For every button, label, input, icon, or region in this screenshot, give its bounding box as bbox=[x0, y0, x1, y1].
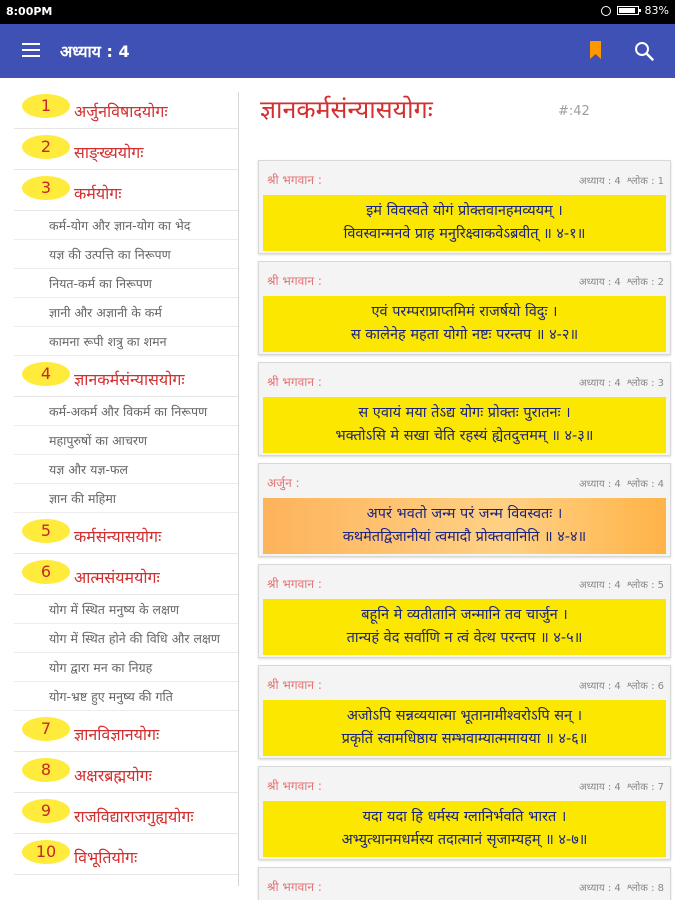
chapter-number-badge: 3 bbox=[22, 176, 70, 200]
verse-text-box bbox=[263, 700, 666, 756]
verse-card[interactable] bbox=[258, 766, 671, 860]
verse-meta bbox=[573, 577, 664, 591]
section-item[interactable] bbox=[14, 682, 238, 711]
section-label: ज्ञानी और अज्ञानी के कर्म bbox=[49, 305, 162, 320]
chapter-name: साङ्ख्ययोगः bbox=[74, 143, 144, 162]
verse-card[interactable] bbox=[258, 261, 671, 355]
chapter-name: आत्मसंयमयोगः bbox=[74, 568, 160, 587]
section-item[interactable] bbox=[14, 327, 238, 356]
verse-card[interactable] bbox=[258, 463, 671, 557]
chapter-item[interactable] bbox=[14, 793, 238, 834]
verse-line-2: भक्तोऽसि मे सखा चेति रहस्यं ह्येतदुत्तमम् ॥ ४-३॥ bbox=[335, 428, 594, 444]
shloka-label: श्लोक : 4 bbox=[626, 479, 664, 490]
verse-speaker: श्री भगवान : bbox=[267, 779, 322, 793]
chapter-item[interactable] bbox=[14, 554, 238, 595]
verse-list bbox=[258, 160, 671, 900]
section-item[interactable] bbox=[14, 298, 238, 327]
chapter-number-badge: 5 bbox=[22, 519, 70, 543]
verse-speaker: श्री भगवान : bbox=[267, 375, 322, 389]
chapter-item[interactable] bbox=[14, 513, 238, 554]
section-item[interactable] bbox=[14, 426, 238, 455]
adhyaya-label: अध्याय : 4 bbox=[579, 883, 621, 894]
adhyaya-label: अध्याय : 4 bbox=[579, 782, 621, 793]
verse-line-2: प्रकृतिं स्वामधिष्ठाय सम्भवाम्यात्ममायया ॥ ४-६॥ bbox=[341, 731, 588, 747]
app-bar bbox=[0, 24, 675, 78]
section-label: योग में स्थित होने की विधि और लक्षण bbox=[49, 631, 220, 646]
verse-meta bbox=[573, 173, 664, 187]
chapter-name: अर्जुनविषादयोगः bbox=[74, 102, 168, 121]
verse-text-box bbox=[263, 397, 666, 453]
chapter-number-badge: 10 bbox=[22, 840, 70, 864]
verse-text-box bbox=[263, 498, 666, 554]
chapter-number-badge: 7 bbox=[22, 717, 70, 741]
shloka-label: श्लोक : 3 bbox=[626, 378, 664, 389]
chapter-name: कर्मसंन्यासयोगः bbox=[74, 527, 162, 546]
verse-line-1: एवं परम्पराप्राप्तमिमं राजर्षयो विदुः । bbox=[371, 304, 558, 320]
verse-meta bbox=[573, 880, 664, 894]
verse-line-1: बहूनि मे व्यतीतानि जन्मानि तव चार्जुन । bbox=[361, 607, 568, 623]
verse-text-box bbox=[263, 599, 666, 655]
chapter-item[interactable] bbox=[14, 129, 238, 170]
shloka-label: श्लोक : 5 bbox=[626, 580, 664, 591]
chapter-number-badge: 6 bbox=[22, 560, 70, 584]
chapter-item[interactable] bbox=[14, 711, 238, 752]
verse-line-1: इमं विवस्वते योगं प्रोक्तवानहमव्ययम् । bbox=[366, 203, 563, 219]
battery-icon bbox=[617, 6, 639, 15]
sidebar-divider bbox=[238, 92, 239, 886]
verse-card[interactable] bbox=[258, 362, 671, 456]
status-bar bbox=[0, 0, 675, 24]
verse-meta bbox=[573, 375, 664, 389]
section-label: ज्ञान की महिमा bbox=[49, 491, 117, 506]
verse-line-2: विवस्वान्मनवे प्राह मनुरिक्ष्वाकवेऽब्रवीत् ॥ ४-१॥ bbox=[343, 226, 586, 242]
section-item[interactable] bbox=[14, 484, 238, 513]
verse-line-1: स एवायं मया तेऽद्य योगः प्रोक्तः पुरातनः । bbox=[358, 405, 571, 421]
verse-line-2: कथमेतद्विजानीयां त्वमादौ प्रोक्तवानिति ॥ ४-४॥ bbox=[342, 529, 587, 545]
section-item[interactable] bbox=[14, 653, 238, 682]
verse-meta bbox=[573, 476, 664, 490]
verse-speaker: श्री भगवान : bbox=[267, 274, 322, 288]
section-label: योग-भ्रष्ट हुए मनुष्य की गति bbox=[49, 689, 173, 704]
adhyaya-label: अध्याय : 4 bbox=[579, 479, 621, 490]
section-label: यज्ञ की उत्पत्ति का निरूपण bbox=[49, 247, 171, 262]
chapter-name: ज्ञानविज्ञानयोगः bbox=[74, 725, 160, 744]
chapter-item[interactable] bbox=[14, 88, 238, 129]
verse-card[interactable] bbox=[258, 564, 671, 658]
verse-meta bbox=[573, 274, 664, 288]
status-icons bbox=[601, 4, 669, 17]
battery-level: 83% bbox=[644, 4, 669, 17]
section-label: योग में स्थित मनुष्य के लक्षण bbox=[49, 602, 180, 617]
shloka-label: श्लोक : 7 bbox=[626, 782, 664, 793]
section-label: कर्म-अकर्म और विकर्म का निरूपण bbox=[49, 404, 208, 419]
shloka-label: श्लोक : 8 bbox=[626, 883, 664, 894]
chapter-item[interactable] bbox=[14, 834, 238, 875]
chapter-name: कर्मयोगः bbox=[74, 184, 122, 203]
adhyaya-label: अध्याय : 4 bbox=[579, 277, 621, 288]
shloka-label: श्लोक : 1 bbox=[626, 176, 664, 187]
bookmark-icon[interactable] bbox=[590, 41, 601, 59]
section-label: योग द्वारा मन का निग्रह bbox=[49, 660, 153, 675]
adhyaya-label: अध्याय : 4 bbox=[579, 378, 621, 389]
verse-speaker: श्री भगवान : bbox=[267, 173, 322, 187]
section-label: नियत-कर्म का निरूपण bbox=[49, 276, 152, 291]
verse-card[interactable] bbox=[258, 665, 671, 759]
verse-panel bbox=[256, 78, 675, 900]
verse-speaker: अर्जुन : bbox=[267, 476, 300, 490]
verse-text-box bbox=[263, 296, 666, 352]
section-item[interactable] bbox=[14, 595, 238, 624]
chapter-number-badge: 9 bbox=[22, 799, 70, 823]
alarm-icon bbox=[601, 6, 611, 16]
page-title: अध्याय : 4 bbox=[60, 42, 130, 61]
verse-line-2: स कालेनेह महता योगो नष्टः परन्तप ॥ ४-२॥ bbox=[350, 327, 579, 343]
verse-meta bbox=[573, 678, 664, 692]
verse-line-2: अभ्युत्थानमधर्मस्य तदात्मानं सृजाम्यहम् ॥ ४-७॥ bbox=[341, 832, 588, 848]
shloka-label: श्लोक : 2 bbox=[626, 277, 664, 288]
chapter-number-badge: 2 bbox=[22, 135, 70, 159]
verse-speaker: श्री भगवान : bbox=[267, 678, 322, 692]
verse-line-1: अजोऽपि सन्नव्ययात्मा भूतानामीश्वरोऽपि सन् । bbox=[346, 708, 583, 724]
section-label: महापुरुषों का आचरण bbox=[49, 433, 148, 448]
verse-meta bbox=[573, 779, 664, 793]
verse-line-1: यदा यदा हि धर्मस्य ग्लानिर्भवति भारत । bbox=[362, 809, 567, 825]
chapter-name: अक्षरब्रह्मयोगः bbox=[74, 766, 152, 785]
section-item[interactable] bbox=[14, 397, 238, 426]
section-label: यज्ञ और यज्ञ-फल bbox=[49, 462, 128, 477]
verse-card[interactable] bbox=[258, 160, 671, 254]
section-label: कर्म-योग और ज्ञान-योग का भेद bbox=[49, 218, 191, 233]
section-item[interactable] bbox=[14, 240, 238, 269]
verse-count: #:42 bbox=[558, 104, 590, 119]
verse-speaker: श्री भगवान : bbox=[267, 880, 322, 894]
chapter-name: विभूतियोगः bbox=[74, 848, 138, 867]
shloka-label: श्लोक : 6 bbox=[626, 681, 664, 692]
verse-text-box bbox=[263, 195, 666, 251]
search-icon[interactable] bbox=[634, 41, 654, 61]
adhyaya-label: अध्याय : 4 bbox=[579, 681, 621, 692]
chapter-name: ज्ञानकर्मसंन्यासयोगः bbox=[74, 370, 185, 389]
verse-card[interactable] bbox=[258, 867, 671, 900]
status-time: 8:00PM bbox=[6, 5, 53, 18]
chapter-item[interactable] bbox=[14, 356, 238, 397]
chapter-sidebar bbox=[14, 88, 238, 900]
chapter-number-badge: 4 bbox=[22, 362, 70, 386]
section-item[interactable] bbox=[14, 455, 238, 484]
verse-line-1: अपरं भवतो जन्म परं जन्म विवस्वतः । bbox=[366, 506, 563, 522]
verse-line-2: तान्यहं वेद सर्वाणि न त्वं वेत्थ परन्तप ॥ ४-५॥ bbox=[346, 630, 583, 646]
chapter-name: राजविद्याराजगुह्ययोगः bbox=[74, 807, 194, 826]
section-item[interactable] bbox=[14, 211, 238, 240]
section-item[interactable] bbox=[14, 624, 238, 653]
adhyaya-label: अध्याय : 4 bbox=[579, 176, 621, 187]
chapter-item[interactable] bbox=[14, 170, 238, 211]
chapter-title: ज्ञानकर्मसंन्यासयोगः bbox=[260, 95, 433, 124]
chapter-number-badge: 1 bbox=[22, 94, 70, 118]
section-item[interactable] bbox=[14, 269, 238, 298]
adhyaya-label: अध्याय : 4 bbox=[579, 580, 621, 591]
section-label: कामना रूपी शत्रु का शमन bbox=[49, 334, 167, 349]
chapter-number-badge: 8 bbox=[22, 758, 70, 782]
menu-icon[interactable] bbox=[22, 43, 40, 57]
chapter-item[interactable] bbox=[14, 752, 238, 793]
verse-text-box bbox=[263, 801, 666, 857]
verse-speaker: श्री भगवान : bbox=[267, 577, 322, 591]
